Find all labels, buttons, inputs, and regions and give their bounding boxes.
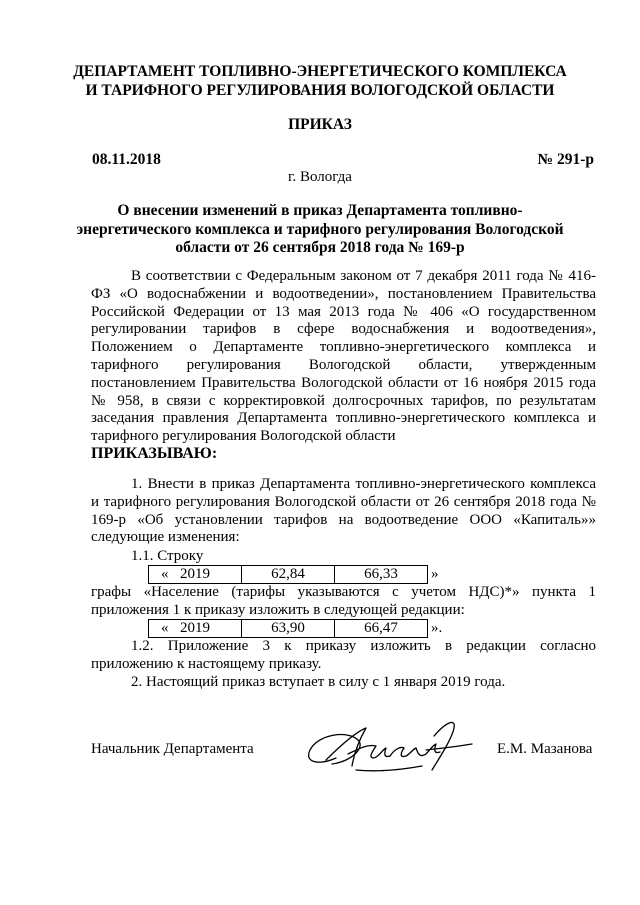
order-number: № 291-р [537,151,594,168]
preamble-paragraph: В соответствии с Федеральным законом от 7 декабря 2011 года № 416-ФЗ «О водоснабжении и водоотведении», постановлением Правительства Российской Федерации от 13 мая 2013 года № 406 «О государственном регулировании тарифов в сфере водоснабжения и водоотведения», Положением о Департаменте топливно-энергетического комплекса и тарифного регулирования Вологодской области, утвержденным постановлением Правительства Вологодской области от 16 ноября 2015 года № 958, в связи с корректировкой долгосрочных тарифов, по результатам заседания правления Департамента топливно-энергетического комплекса и тарифного регулирования Вологодской области [91,268,596,445]
decree-word: ПРИКАЗЫВАЮ: [91,445,218,462]
header-line-2: И ТАРИФНОГО РЕГУЛИРОВАНИЯ ВОЛОГОДСКОЙ ОБЛАСТИ [85,82,555,99]
old-row-year: 2019 [149,566,242,584]
between-text-line-1: графы «Население (тарифы указываются с учетом НДС)*» пункта 1 [91,584,596,600]
old-tariff-row [148,565,428,584]
item-1-2-paragraph: 1.2. Приложение 3 к приказу изложить в редакции согласно приложению к настоящему приказу. [91,638,596,672]
city: г. Вологда [288,169,352,185]
title-line-1: О внесении изменений в приказ Департамента топливно- [117,202,523,219]
old-row-value-2: 66,33 [335,566,428,584]
title-line-2: энергетического комплекса и тарифного регулирования Вологодской [76,220,564,238]
title-line-3: области от 26 сентября 2018 года № 169-р [175,239,465,256]
new-tariff-row [148,619,428,638]
new-row-close-quote: ». [431,620,443,636]
old-row-close-quote: » [431,566,439,582]
item-1-1-label: 1.1. Строку [131,548,204,564]
item-1-paragraph: 1. Внести в приказ Департамента топливно-энергетического комплекса и тарифного регулирования Вологодской области от 26 сентября 2018 года № 169-р «Об установлении тарифов на водоотведение ООО «Капиталь»» следующие изменения: [91,476,596,546]
signatory-position: Начальник Департамента [91,741,254,757]
header-line-1: ДЕПАРТАМЕНТ ТОПЛИВНО-ЭНЕРГЕТИЧЕСКОГО КОМПЛЕКСА [73,63,567,80]
item-2-paragraph: 2. Настоящий приказ вступает в силу с 1 января 2019 года. [131,674,506,690]
old-row-open-quote: « [161,566,169,582]
order-date: 08.11.2018 [92,151,161,168]
order-title [0,202,640,258]
new-row-year: 2019 [149,620,242,638]
department-header [0,62,640,100]
old-row-value-1: 62,84 [242,566,335,584]
between-text-line-2: приложения 1 к приказу изложить в следующей редакции: [91,602,465,618]
handwritten-signature [296,714,476,784]
new-row-open-quote: « [161,620,169,636]
signatory-name: Е.М. Мазанова [497,741,593,757]
new-row-value-1: 63,90 [242,620,335,638]
document-type: ПРИКАЗ [288,116,352,133]
new-row-value-2: 66,47 [335,620,428,638]
